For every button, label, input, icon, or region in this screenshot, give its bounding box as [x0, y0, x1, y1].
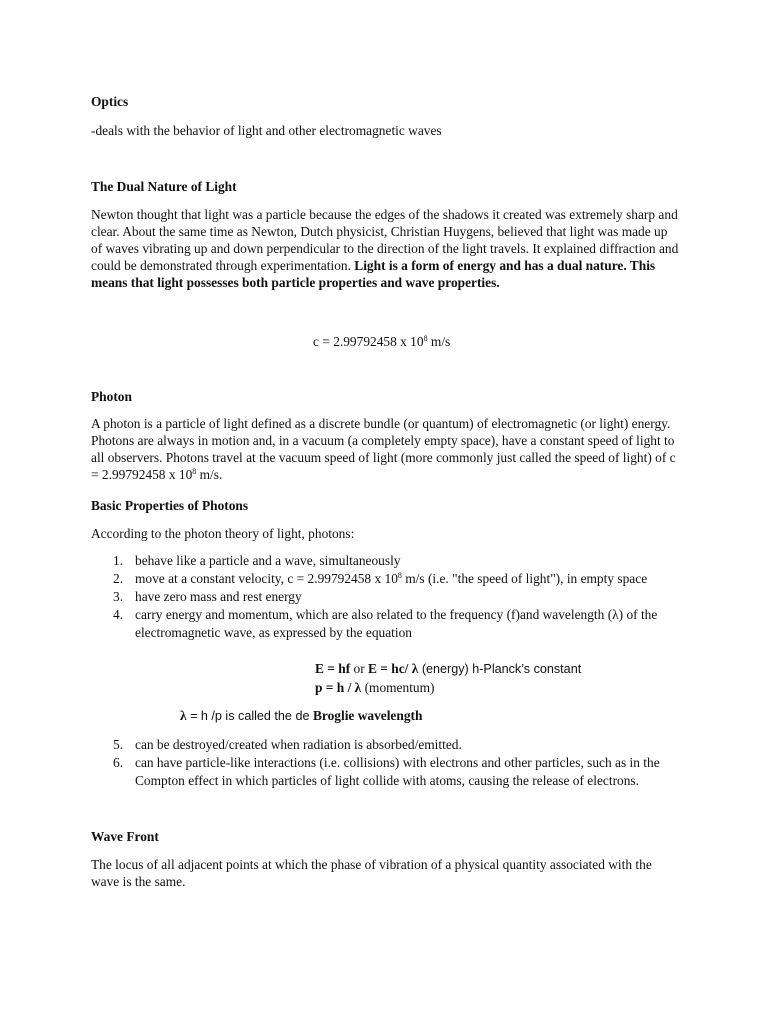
list-item-number: 4.: [113, 607, 124, 622]
list-item: [91, 754, 691, 790]
momentum-equation-formula: p = h / λ: [315, 680, 362, 695]
photon-text: A photon is a particle of light defined as a discrete bundle (or quantum) of electromagnetic (or light) energy. Photons are always in motion and, in a vacuum (a completely empty space), have a constant speed of light to all observers. Photons travel at the vacuum speed of light (more commonly just called the speed of light) of c = 2.99792458 x 10: [91, 416, 676, 482]
energy-equation-or: or: [350, 661, 369, 676]
list-item-number: 1.: [113, 553, 124, 568]
properties-heading: Basic Properties of Photons: [91, 498, 249, 513]
list-item-text: can have particle-like interactions (i.e. collisions) with electrons and other particles, such as in the Compton effect in which particles of light collide with atoms, causing the release of electrons.: [135, 755, 660, 788]
list-item-exponent: 8: [397, 571, 402, 580]
list-item-text: carry energy and momentum, which are also related to the frequency (f)and wavelength (λ) of the electromagnetic wave, as expressed by the equation: [135, 607, 658, 640]
de-broglie-text: = h /p is called the de: [186, 709, 313, 723]
wave-front-definition: The locus of all adjacent points at which the phase of vibration of a physical quantity associated with the wave is the same.: [91, 857, 652, 889]
list-item-text: have zero mass and rest energy: [135, 589, 302, 604]
optics-definition: -deals with the behavior of light and other electromagnetic waves: [91, 123, 442, 138]
energy-equation-hc: E = hc/ λ: [368, 661, 419, 676]
list-item: [91, 736, 691, 754]
list-item: [91, 570, 691, 588]
photon-exponent: 8: [192, 467, 197, 476]
list-item: [91, 552, 691, 570]
energy-equation: [315, 660, 581, 678]
list-item-text: move at a constant velocity, c = 2.99792458 x 10: [135, 571, 398, 586]
energy-equation-note: (energy) h-Planck’s constant: [418, 662, 582, 676]
de-broglie-lambda: λ: [180, 708, 187, 723]
list-item-number: 5.: [113, 737, 124, 752]
photon-paragraph: [91, 415, 681, 483]
list-item: [91, 588, 691, 606]
photon-heading: Photon: [91, 389, 132, 404]
optics-heading: Optics: [91, 94, 129, 109]
photon-text-end: m/s.: [196, 467, 223, 482]
list-item-text-end: m/s (i.e. "the speed of light"), in empty space: [401, 571, 648, 586]
properties-list-a: [91, 552, 691, 642]
dual-nature-paragraph: [91, 206, 681, 291]
speed-of-light-value: c = 2.99792458 x 10: [313, 334, 424, 349]
list-item-number: 3.: [113, 589, 124, 604]
de-broglie-bold-text: Broglie wavelength: [312, 708, 423, 723]
speed-of-light-equation: [313, 333, 450, 350]
wave-front-heading: Wave Front: [91, 829, 159, 844]
speed-of-light-unit: m/s: [427, 334, 451, 349]
list-item-number: 2.: [113, 571, 124, 586]
dual-nature-heading: The Dual Nature of Light: [91, 179, 237, 194]
list-item-text: can be destroyed/created when radiation is absorbed/emitted.: [135, 737, 462, 752]
dual-nature-text: Newton thought that light was a particle because the edges of the shadows it created was extremely sharp and clear. About the same time as Newton, Dutch physicist, Christian Huygens, believed that light was made up of waves vibrating up and down perpendicular to the direction of the light travels. It explained diffraction and could be demonstrated through experimentation.: [91, 207, 679, 273]
speed-of-light-exponent: 8: [423, 334, 428, 343]
de-broglie-equation: [180, 707, 422, 725]
properties-intro: According to the photon theory of light, photons:: [91, 526, 355, 541]
properties-list-b: [91, 736, 691, 790]
list-item-text: behave like a particle and a wave, simultaneously: [135, 553, 401, 568]
momentum-equation: [315, 679, 434, 696]
list-item-number: 6.: [113, 755, 124, 770]
dual-nature-bold-text: Light is a form of energy and has a dual nature. This means that light possesses both particle properties and wave properties.: [91, 258, 656, 290]
energy-equation-hf: E = hf: [315, 661, 351, 676]
list-item: [91, 606, 691, 642]
momentum-equation-note: (momentum): [361, 680, 435, 695]
